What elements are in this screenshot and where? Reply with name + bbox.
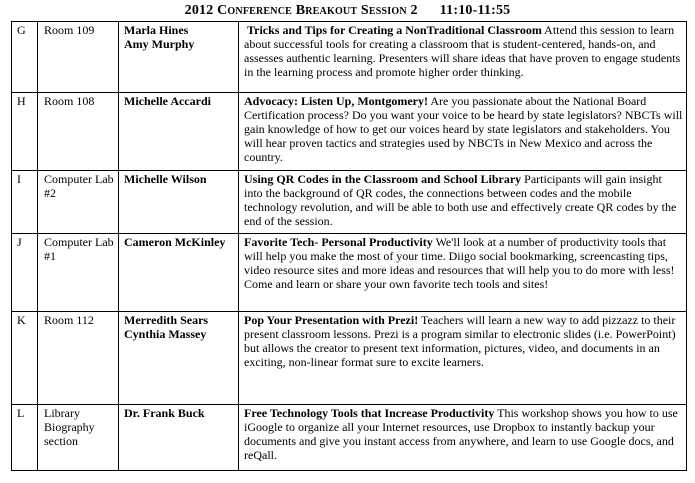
session-description-cell — [239, 405, 687, 471]
session-row-i — [12, 171, 687, 234]
presenter-name: Michelle Wilson — [124, 172, 207, 186]
session-room: Room 112 — [38, 312, 119, 405]
session-description-cell — [239, 234, 687, 312]
session-name: Tricks and Tips for Creating a NonTraditional Classroom — [247, 23, 542, 37]
presenter-name: Cynthia Massey — [124, 327, 207, 341]
session-description: We'll look at a number of productivity tools that will help you make the most of your time. Diigo social bookmarking, screencasting tips, video resource sites and more ideas and resources that will help you to do more with less! Come and learn or share your own favorite tech tools and sites! — [244, 235, 675, 291]
session-room: Room 109 — [38, 22, 119, 93]
session-name: Pop Your Presentation with Prezi! — [244, 313, 419, 327]
session-code: L — [12, 405, 38, 471]
session-presenters — [119, 312, 239, 405]
session-room: Library Biography section — [38, 405, 119, 471]
session-description: Are you passionate about the National Board Certification process? Do you want your voice to be heard by state legislators? NBCTs will gain knowledge of how to get our voices heard by state legislators and stakeholders. You will hear proven tactics and strategies used by NBCTs in New Mexico and across the country. — [244, 94, 683, 164]
session-room: Room 108 — [38, 93, 119, 171]
session-row-h — [12, 93, 687, 171]
presenter-name: Michelle Accardi — [124, 94, 211, 108]
session-name: Using QR Codes in the Classroom and School Library — [244, 172, 522, 186]
session-description: This workshop shows you how to use iGoogle to organize all your Internet resources, use Dropbox to instantly backup your documents and give you instant access from anywhere, and learn to use Google docs, and reQall. — [244, 406, 678, 462]
session-presenters — [119, 405, 239, 471]
sessions-table — [11, 21, 687, 471]
session-row-k — [12, 312, 687, 405]
session-description-cell — [239, 171, 687, 234]
session-presenters — [119, 171, 239, 234]
session-code: K — [12, 312, 38, 405]
session-description: Attend this session to learn about successful tools for creating a classroom that is student-centered, hands-on, and assesses authentic learning. Presenters will share ideas that have proven to engage students in the learning process and promote higher order thinking. — [244, 23, 681, 79]
session-row-l — [12, 405, 687, 471]
session-code: J — [12, 234, 38, 312]
session-row-g — [12, 22, 687, 93]
session-room: Computer Lab #1 — [38, 234, 119, 312]
presenter-name: Amy Murphy — [124, 37, 195, 51]
session-description-cell — [239, 22, 687, 93]
session-presenters — [119, 93, 239, 171]
session-time: 11:10-11:55 — [439, 3, 511, 18]
session-title: 2012 Conference Breakout Session 2 — [184, 3, 418, 18]
session-code: G — [12, 22, 38, 93]
session-row-j — [12, 234, 687, 312]
session-presenters — [119, 234, 239, 312]
presenter-name: Cameron McKinley — [124, 235, 226, 249]
presenter-name: Merredith Sears — [124, 313, 209, 327]
page-title — [0, 3, 695, 19]
session-room: Computer Lab #2 — [38, 171, 119, 234]
session-description-cell — [239, 312, 687, 405]
session-code: I — [12, 171, 38, 234]
session-description: Teachers will learn a new way to add pizzazz to their present classroom lessons. Prezi is a program similar to electronic slides (i.e. PowerPoint) but allows the creator to present text information, pictures, video, and documents in an exciting, non-linear format sure to excite learners. — [244, 313, 676, 369]
presenter-name: Marla Hines — [124, 23, 189, 37]
session-description: Participants will gain insight into the background of QR codes, the connections between codes and the mobile technology revolution, and will be able to both use and effectively create QR codes by the end of the session. — [244, 172, 677, 228]
session-code: H — [12, 93, 38, 171]
session-description-cell — [239, 93, 687, 171]
session-name: Free Technology Tools that Increase Productivity — [244, 406, 495, 420]
presenter-name: Dr. Frank Buck — [124, 406, 205, 420]
session-name: Advocacy: Listen Up, Montgomery! — [244, 94, 428, 108]
session-presenters — [119, 22, 239, 93]
session-name: Favorite Tech- Personal Productivity — [244, 235, 433, 249]
